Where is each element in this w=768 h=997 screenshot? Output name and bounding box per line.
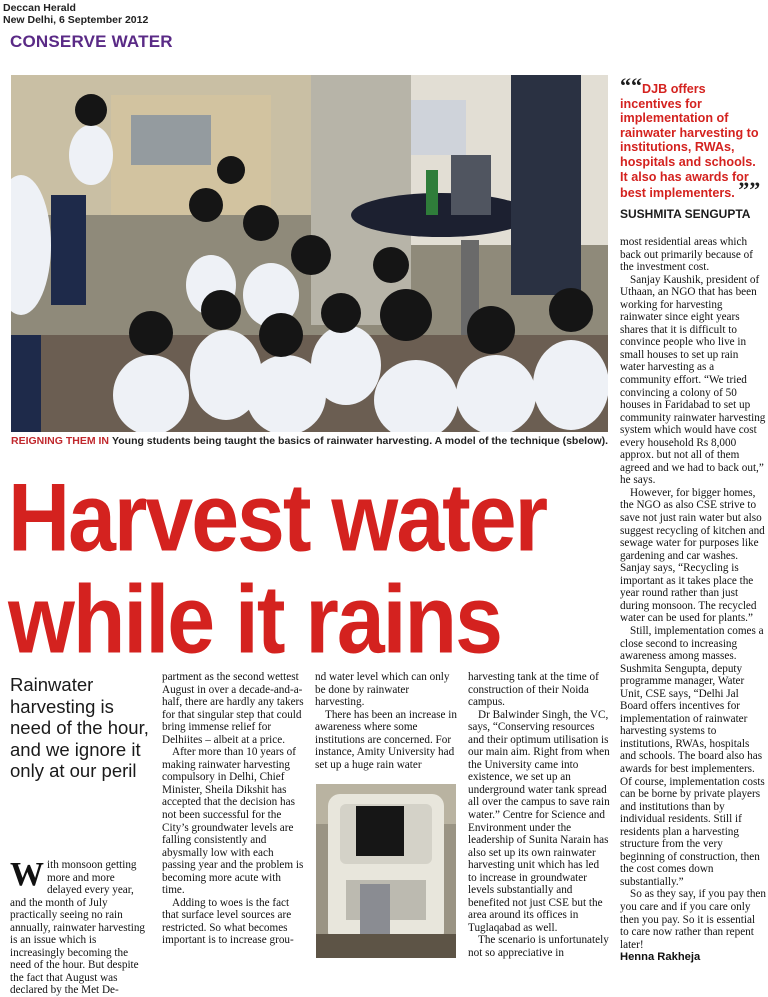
paragraph: There has been an increase in awareness where some institutions are concerned. For instance, Amity University had set up a huge rain water [315, 708, 458, 771]
photo-caption [11, 435, 611, 448]
paragraph: nd water level which can only be done by rainwater harvesting. [315, 671, 450, 709]
masthead [3, 2, 148, 26]
close-quote-mark: ”” [738, 177, 761, 203]
paragraph [10, 856, 149, 997]
article-column-1 [10, 856, 149, 997]
paragraph: Dr Balwinder Singh, the VC, says, “Conserving resources and their optimum utilisation is our main aim. Right from when the University came into existence, we set up an underground water tank spread all over the campus to save rain water.” Centre for Science and Environment under the leadership of Sunita Narain has also set up its own rainwater harvesting unit which has led to increase in groundwater levels substantially and benefited not just CSE but the area around its offices in Tuglaqabad as well. [468, 708, 610, 934]
paragraph: The scenario is unfortunately not so appreciative in [468, 934, 609, 960]
pull-quote [620, 73, 766, 203]
byline: Henna Rakheja [620, 951, 701, 964]
article-column-4 [468, 671, 610, 960]
paragraph: Adding to woes is the fact that surface level sources are restricted. So what becomes important is to increase grou- [162, 896, 294, 947]
paper-name: Deccan Herald [3, 2, 76, 14]
paragraph: So as they say, if you pay then you care and if you care only then you pay. So it is essential to care now rather than repent later! [620, 888, 766, 951]
dateline: New Delhi, 6 September 2012 [3, 14, 149, 26]
article-column-2 [162, 671, 304, 947]
rainwater-model-icon [316, 784, 456, 958]
deck: Rainwater harvesting is need of the hour, and we ignore it only at our peril [10, 674, 149, 781]
caption-text: Young students being taught the basics of rainwater harvesting. A model of the technique (sbelow). [112, 435, 609, 447]
classroom-photo [11, 75, 608, 432]
paragraph: However, for bigger homes, the NGO as also CSE strive to save not just rain water but also suggest recycling of kitchen and sewage water for purposes like gardening and car washes. Sanjay says, “Recycling is important as it takes place the year round rather than just during monsoon. The recycled water can be used for plants.” [620, 486, 765, 625]
paragraph: After more than 10 years of making rainwater harvesting compulsory in Delhi, Chief Minister, Sheila Dikshit has accepted that the decision has not been successful for the City’s groundwater levels are falling consistently and abysmally low with each passing year and the problem is becoming more acute with time. [162, 746, 304, 897]
caption-lead: REIGNING THEM IN [11, 435, 110, 447]
section-title: CONSERVE WATER [10, 32, 173, 51]
paragraph: harvesting tank at the time of construction of their Noida campus. [468, 671, 599, 709]
paragraph: most residential areas which back out primarily because of the investment cost. [620, 236, 753, 274]
open-quote-mark: ““ [620, 73, 642, 98]
headline-line-2: while it rains [8, 566, 501, 674]
rainwater-model-photo [316, 784, 456, 958]
article-column-3 [315, 671, 457, 771]
paragraph-text: ith monsoon getting more and more delayed every year, and the month of July practically seeing no rain annually, rainwater harvesting is an issue which is increasingly becoming the need of the hour. But despite the fact that August was declared by the Met De- [10, 859, 146, 997]
paragraph: Sanjay Kaushik, president of Uthaan, an NGO that has been working for harvesting rainwater since eight years shares that it is difficult to convince people who live in small houses to set up rain water harvesting as a community effort. “We tried convincing a colony of 50 houses in Faridabad to set up community rainwater harvesting system which would have cost every household Rs 8,000 approx. but not all of them agreed and we had to back out,” he says. [620, 273, 766, 487]
paragraph: partment as the second wettest August in over a decade-and-a-half, there are hardly any takers for that singular step that could bring immense relief for Delhiites – albeit at a price. [162, 671, 304, 746]
classroom-photo-icon [11, 75, 608, 432]
drop-cap: W [10, 856, 44, 893]
pull-quote-attribution: SUSHMITA SENGUPTA [620, 207, 751, 221]
paragraph: Still, implementation comes a close second to increasing awareness among masses. Sushmita Sengupta, deputy programme manager, Water Unit, CSE says, “Delhi Jal Board offers incentives for implementation of rainwater harvesting systems to institutions, RWAs, hospitals and schools. The board also has awards for best implementers. Of course, implementation costs can be borne by private players and institutions than by individual residents. Still if residents plan a harvesting structure from the very beginning of construction, then the cost comes down substantially.” [620, 624, 765, 888]
article-column-5 [620, 236, 766, 964]
headline-line-1: Harvest water [8, 464, 547, 572]
pull-quote-text: DJB offers incentives for implementation of rainwater harvesting to institutions, RWAs, hospitals and schools. It also has awards for best implementers. [620, 82, 759, 201]
